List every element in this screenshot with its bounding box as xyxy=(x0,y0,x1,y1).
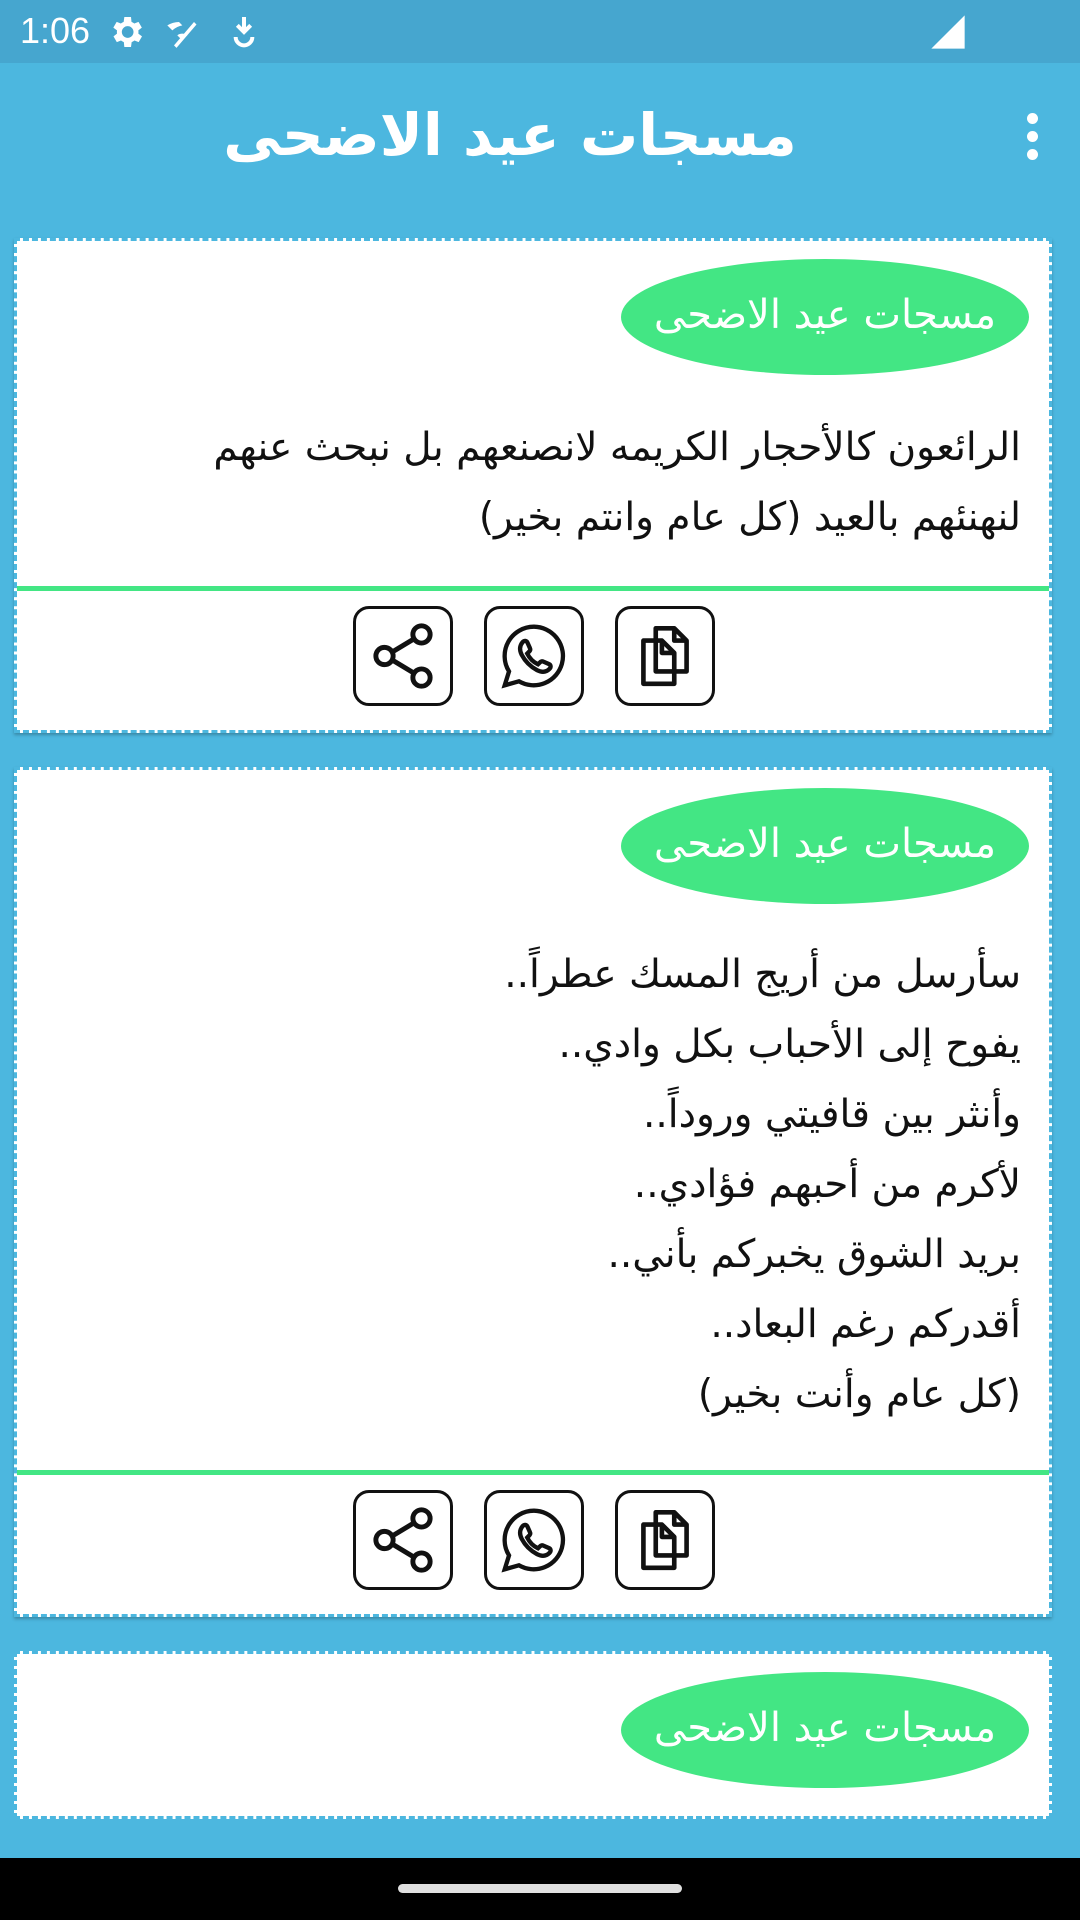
wifi-off-icon xyxy=(164,12,204,52)
card-actions xyxy=(17,1490,1049,1592)
share-button[interactable] xyxy=(353,606,453,706)
signal-icon xyxy=(928,12,968,52)
card-divider xyxy=(17,586,1049,591)
share-icon xyxy=(366,1503,440,1577)
message-card xyxy=(14,767,1052,1617)
copy-button[interactable] xyxy=(615,1490,715,1590)
message-text: سأرسل من أريج المسك عطراً.. يفوح إلى الأحباب بكل وادي.. وأنثر بين قافيتي وروداً.. لأكرم من أحبهم فؤادي.. بريد الشوق يخبركم بأني.. أقدركم رغم البعاد.. (كل عام وأنت بخير) xyxy=(504,952,1021,1417)
status-time: 1:06 xyxy=(20,10,91,51)
whatsapp-icon xyxy=(497,1503,571,1577)
copy-button[interactable] xyxy=(615,606,715,706)
card-actions xyxy=(17,606,1049,708)
whatsapp-icon xyxy=(497,619,571,693)
copy-icon xyxy=(628,1503,702,1577)
home-handle[interactable] xyxy=(398,1884,682,1893)
share-icon xyxy=(366,619,440,693)
app-title: مسجات عيد الاضحى xyxy=(223,101,797,169)
message-text: الرائعون كالأحجار الكريمه لانصنعهم بل نبحث عنهم لنهنئهم بالعيد (كل عام وانتم بخير) xyxy=(213,425,1021,540)
copy-icon xyxy=(628,619,702,693)
whatsapp-button[interactable] xyxy=(484,606,584,706)
card-title-badge: مسجات عيد الاضحى xyxy=(621,259,1029,375)
settings-icon xyxy=(106,12,146,52)
whatsapp-button[interactable] xyxy=(484,1490,584,1590)
share-button[interactable] xyxy=(353,1490,453,1590)
message-card xyxy=(14,1651,1052,1819)
more-vert-icon[interactable] xyxy=(1020,113,1044,163)
card-divider xyxy=(17,1470,1049,1475)
message-card xyxy=(14,238,1052,733)
card-title-badge: مسجات عيد الاضحى xyxy=(621,788,1029,904)
card-title-badge: مسجات عيد الاضحى xyxy=(621,1672,1029,1788)
app-bar xyxy=(0,63,1080,213)
download-icon xyxy=(224,12,264,52)
status-bar xyxy=(0,0,1080,63)
navigation-bar xyxy=(0,1858,1080,1920)
